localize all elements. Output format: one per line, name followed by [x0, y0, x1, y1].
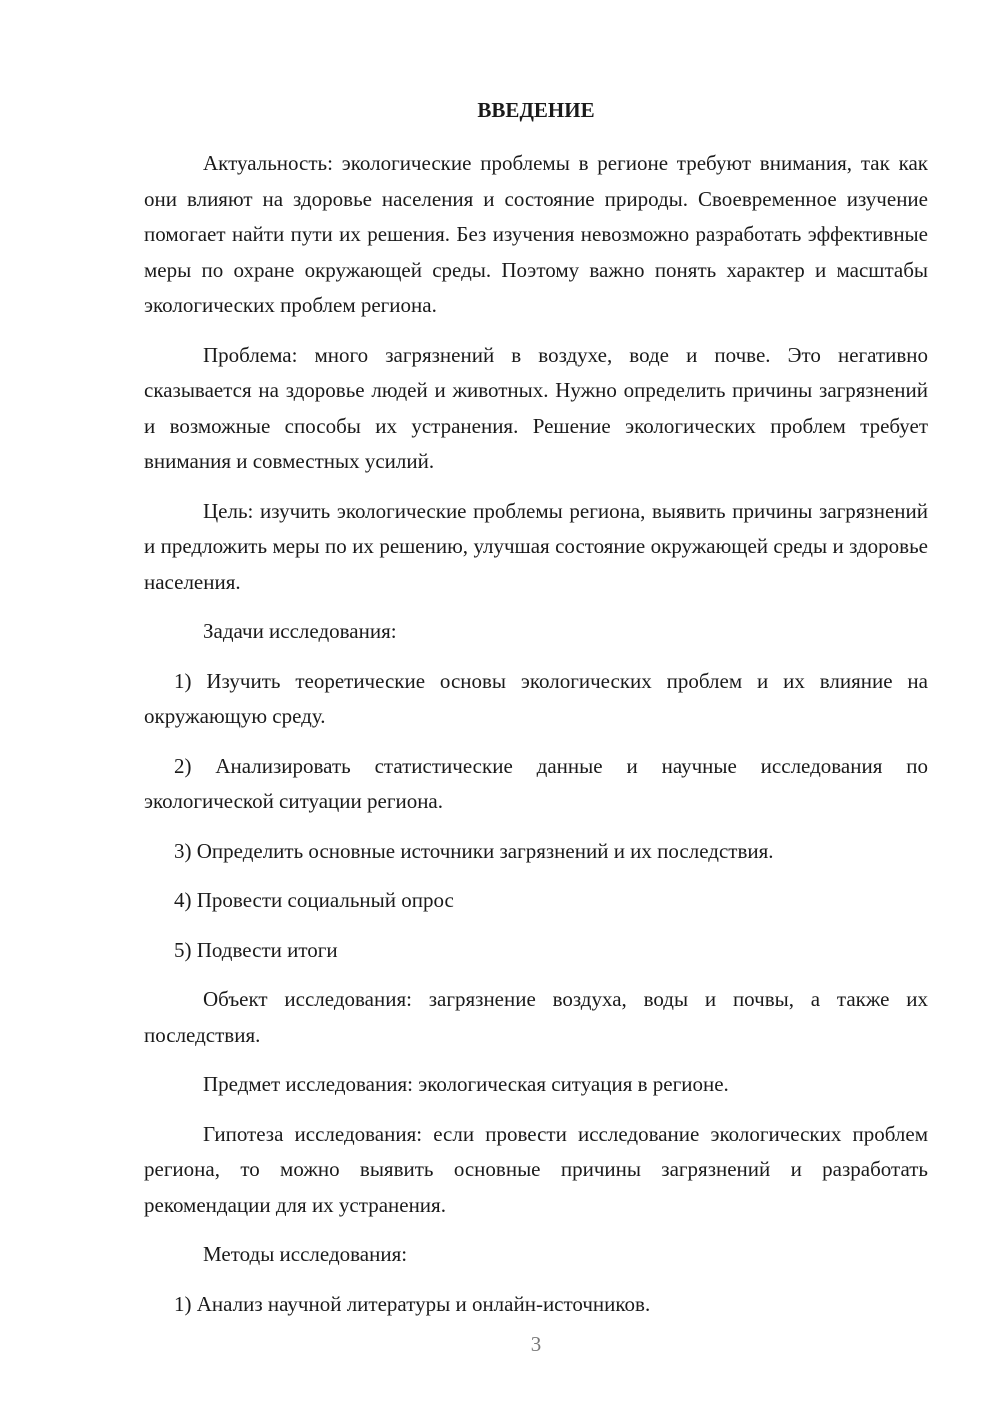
- task-item: 4) Провести социальный опрос: [174, 888, 454, 912]
- task-item: 1) Изучить теоретические основы экологических проблем и их влияние на окружающую среду.: [144, 668, 928, 728]
- methods-title: Методы исследования:: [203, 1242, 408, 1266]
- relevance-paragraph: Актуальность: экологические проблемы в регионе требуют внимания, так как они влияют на здоровье населения и состояние природы. Своевременное изучение помогает найти пути их решения. Без изучения невозможно разработать эффективные меры по охране окружающей среды. Поэтому важно понять характер и масштабы экологических проблем региона.: [144, 151, 928, 317]
- goal-paragraph: Цель: изучить экологические проблемы региона, выявить причины загрязнений и предложить меры по их решению, улучшая состояние окружающей среды и здоровье населения.: [144, 498, 928, 594]
- method-item: 1) Анализ научной литературы и онлайн-источников.: [174, 1291, 651, 1316]
- section-heading: ВВЕДЕНИЕ: [477, 98, 595, 122]
- hypothesis-paragraph: Гипотеза исследования: если провести исследование экологических проблем региона, то можно выявить основные причины загрязнений и разработать рекомендации для их устранения.: [144, 1121, 928, 1217]
- task-item: 2) Анализировать статистические данные и научные исследования по экологической ситуации региона.: [144, 753, 928, 813]
- task-item: 3) Определить основные источники загрязнений и их последствия.: [174, 838, 774, 863]
- tasks-title: Задачи исследования:: [203, 619, 397, 643]
- task-item: 5) Подвести итоги: [174, 937, 338, 962]
- object-paragraph: Объект исследования: загрязнение воздуха, воды и почвы, а также их последствия.: [144, 987, 928, 1047]
- page-number: 3: [530, 1332, 542, 1356]
- page-content: [144, 92, 928, 1336]
- problem-paragraph: Проблема: много загрязнений в воздухе, воде и почве. Это негативно сказывается на здоровье людей и животных. Нужно определить причины загрязнений и возможные способы их устранения. Решение экологических проблем требует внимания и совместных усилий.: [144, 342, 928, 473]
- subject-paragraph: Предмет исследования: экологическая ситуация в регионе.: [203, 1072, 729, 1096]
